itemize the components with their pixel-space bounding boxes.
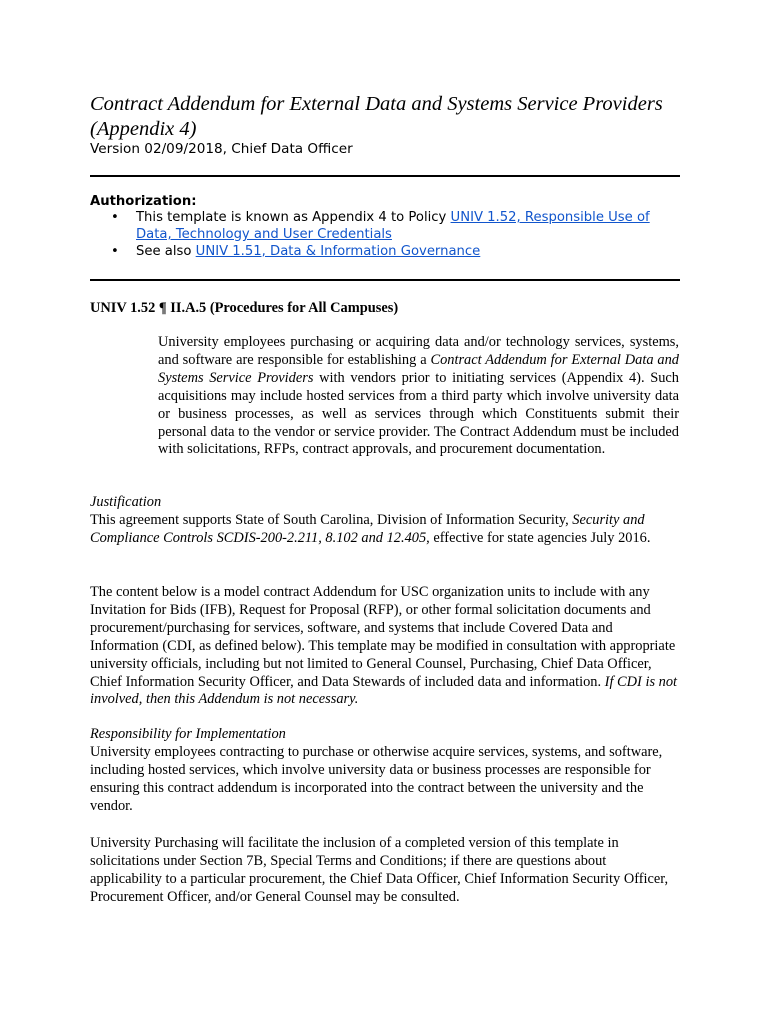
- policy-quote: [158, 334, 679, 459]
- responsibility-text: University employees contracting to purchase or otherwise acquire services, systems, and software, including hosted services, which involve university data or business processes are responsible for ensuring this contract addendum is incorporated into the contract between the university and the vendor.: [90, 744, 663, 814]
- content-paragraph: [90, 584, 680, 709]
- justification-heading: Justification: [90, 494, 162, 510]
- divider-bottom: [90, 279, 680, 281]
- policy-quote-italic: Contract Addendum for External Data and Systems Service Providers: [158, 351, 679, 386]
- link-univ-1-52[interactable]: UNIV 1.52, Responsible Use of Data, Technology and User Credentials: [136, 210, 650, 242]
- justification-text-start: This agreement supports State of South Carolina, Division of Information Security,: [90, 512, 573, 528]
- link-univ-1-51[interactable]: UNIV 1.51, Data & Information Governance: [195, 244, 481, 259]
- authorization-heading: Authorization:: [90, 194, 197, 209]
- policy-quote-text-end: with vendors prior to initiating services (Appendix 4). Such acquisitions may include hosted services from a third party which involve university data or business processes, as well as services through which Constituents submit their personal data to the vendor or service provider. The Contract Addendum must be included with solicitations, RFPs, contract approvals, and procurement documentation.: [158, 369, 679, 458]
- policy-section-heading: UNIV 1.52 ¶ II.A.5 (Procedures for All Campuses): [90, 300, 399, 316]
- policy-quote-text: University employees purchasing or acquiring data and/or technology services, systems, and software are responsible for establishing a: [158, 334, 679, 368]
- responsibility-heading: Responsibility for Implementation: [90, 726, 286, 742]
- authorization-list: [90, 209, 680, 260]
- content-paragraph-italic: If CDI is not involved, then this Addendum is not necessary.: [90, 673, 678, 708]
- authorization-item-text: See also: [136, 244, 196, 259]
- authorization-item: [90, 243, 680, 260]
- document-version: Version 02/09/2018, Chief Data Officer: [90, 141, 353, 157]
- bullet-icon: •: [111, 244, 119, 259]
- content-paragraph-text: The content below is a model contract Addendum for USC organization units to include with any Invitation for Bids (IFB), Request for Proposal (RFP), or other formal solicitation documents and procurement/purchasing for services, software, and systems that include Covered Data and Information (CDI, as defined below). This template may be modified in consultation with appropriate university officials, including but not limited to General Counsel, Purchasing, Chief Data Officer, Chief Information Security Officer, and Data Stewards of included data and information.: [90, 584, 676, 690]
- justification-text-end: , effective for state agencies July 2016.: [426, 529, 651, 546]
- authorization-item-text: This template is known as Appendix 4 to Policy: [136, 210, 451, 225]
- justification-text-italic: Security and Compliance Controls SCDIS-200-2.211, 8.102 and 12.405: [90, 512, 645, 546]
- bullet-icon: •: [111, 210, 119, 225]
- divider-top: [90, 175, 680, 177]
- authorization-item: [90, 209, 680, 243]
- document-title: Contract Addendum for External Data and Systems Service Providers (Appendix 4): [90, 93, 663, 140]
- purchasing-paragraph: University Purchasing will facilitate the inclusion of a completed version of this template in solicitations under Section 7B, Special Terms and Conditions; if there are questions about applicability to a particular procurement, the Chief Data Officer, Chief Information Security Officer, Procurement Officer, and/or General Counsel may be consulted.: [90, 835, 669, 905]
- justification-text: [90, 512, 680, 548]
